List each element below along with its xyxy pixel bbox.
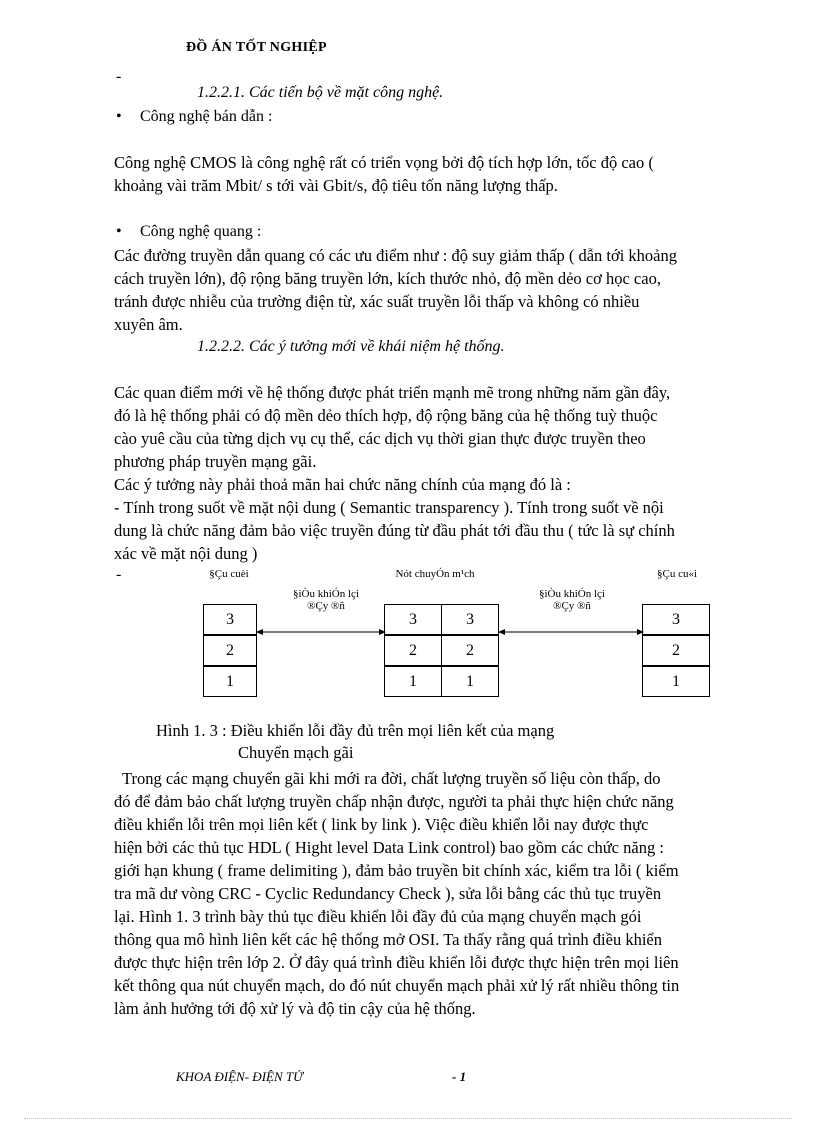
- paragraph-optical: [114, 244, 757, 336]
- node-a-layer-1: 1: [384, 666, 442, 697]
- right-layer-1: 1: [642, 666, 710, 697]
- text-line: đó là hệ thống phải có độ mền dẻo thích hợp, độ rộng băng của hệ thống tuỳ thuộc: [114, 406, 658, 425]
- text-line: lại. Hình 1. 3 trình bày thủ tục điều khiển lỗi đầy đủ của mạng chuyển mạch gói: [114, 907, 642, 926]
- right-layer-2: 2: [642, 635, 710, 666]
- section-heading-2: 1.2.2.2. Các ý tưởng mới về khái niệm hệ thống.: [197, 338, 505, 355]
- text-line: khoảng vài trăm Mbit/ s tới vài Gbit/s, độ tiêu tốn năng lượng thấp.: [114, 176, 558, 195]
- bullet-label: Công nghệ quang :: [140, 223, 262, 240]
- bullet-icon: •: [116, 108, 122, 125]
- paragraph-cmos: [114, 151, 757, 197]
- link-label-line: §iÒu khiÓn lçi: [293, 588, 359, 600]
- footer-department: KHOA ĐIỆN- ĐIỆN TỬ: [176, 1069, 303, 1084]
- section-heading-1: 1.2.2.1. Các tiến bộ về mặt công nghệ.: [197, 84, 444, 101]
- bullet-icon: •: [116, 223, 122, 240]
- text-line: xác về mặt nội dung ): [114, 544, 258, 563]
- text-line: tránh được nhiễu của trường điện từ, xác suất truyền lỗi thấp và không có nhiều: [114, 292, 640, 311]
- paragraph-error-control: [114, 767, 757, 1020]
- node-b-layer-3: 3: [441, 604, 499, 635]
- bullet-label: Công nghệ bán dẫn :: [140, 108, 273, 125]
- footer-divider: [24, 1118, 792, 1119]
- figure-caption-line-2: Chuyển mạch gãi: [238, 743, 354, 762]
- diagram-right-link-label: [522, 588, 622, 612]
- text-line: Các ý tưởng này phải thoả mãn hai chức năng chính của mạng đó là :: [114, 475, 571, 494]
- node-b-layer-1: 1: [441, 666, 499, 697]
- dash-marker: -: [116, 68, 122, 85]
- text-line: Các quan điểm mới về hệ thống được phát triển mạnh mẽ trong những năm gần đây,: [114, 383, 671, 402]
- node-a-layer-2: 2: [384, 635, 442, 666]
- text-line: kết thông qua nút chuyển mạch, do đó nút chuyển mạch phải xử lý rất nhiều thông tin: [114, 976, 680, 995]
- page-header: ĐỒ ÁN TỐT NGHIỆP: [186, 40, 327, 55]
- figure-caption-line-1: Hình 1. 3 : Điều khiển lỗi đầy đủ trên mọi liên kết của mạng: [156, 721, 555, 740]
- text-line: dung là chức năng đảm bảo việc truyền đúng từ đầu phát tới đầu thu ( tức là sự chính: [114, 521, 675, 540]
- text-line: cách truyền lớn), độ rộng băng truyền lớn, kích thước nhỏ, độ mền dẻo cơ học cao,: [114, 269, 661, 288]
- link-label-line: §iÒu khiÓn lçi: [539, 588, 605, 600]
- footer-page-number: - 1: [452, 1069, 467, 1084]
- left-layer-2: 2: [203, 635, 257, 666]
- bullet-item-semiconductor: [116, 108, 272, 126]
- node-b-layer-2: 2: [441, 635, 499, 666]
- text-line: thông qua mô hình liên kết các hệ thống mở OSI. Ta thấy rằng quá trình điều khiển: [114, 930, 662, 949]
- text-line: tra mã dư vòng CRC - Cyclic Redundancy Check ), sửa lỗi bằng các thủ tục truyền: [114, 884, 662, 903]
- right-layer-3: 3: [642, 604, 710, 635]
- paragraph-system-concepts: [114, 381, 757, 565]
- link-label-line: ®Çy ®ñ: [553, 600, 591, 612]
- diagram-left-title: §Çu cuèi: [209, 568, 249, 580]
- text-line: điều khiển lỗi trên mọi liên kết ( link by link ). Việc điều khiển lỗi nay được thực: [114, 815, 649, 834]
- link-label-line: ®Çy ®ñ: [307, 600, 345, 612]
- text-line: Trong các mạng chuyển gãi khi mới ra đời, chất lượng truyền số liệu còn thấp, do: [114, 769, 661, 788]
- left-layer-1: 1: [203, 666, 257, 697]
- text-line: được thực hiện trên lớp 2. Ở đây quá trình điều khiển lỗi được thực hiện trên mọi liên: [114, 953, 679, 972]
- text-line: phương pháp truyền mạng gãi.: [114, 452, 317, 471]
- left-layer-3: 3: [203, 604, 257, 635]
- left-link-arrow: [256, 624, 386, 640]
- text-line: hiện bởi các thủ tục HDL ( Hight level Data Link control) bao gồm các chức năng :: [114, 838, 664, 857]
- text-line: - Tính trong suốt về mặt nội dung ( Semantic transparency ). Tính trong suốt về nội: [114, 498, 664, 517]
- text-line: giới hạn khung ( frame delimiting ), đảm bảo truyền bit chính xác, kiểm tra lỗi ( kiểm: [114, 861, 679, 880]
- right-link-arrow: [498, 624, 644, 640]
- dash-marker: -: [116, 566, 122, 583]
- text-line: cào yuê cầu của từng dịch vụ cụ thể, các dịch vụ thời gian thực được truyền theo: [114, 429, 646, 448]
- bullet-item-optical: [116, 223, 261, 241]
- text-line: xuyên âm.: [114, 315, 183, 334]
- diagram-left-link-label: [276, 588, 376, 612]
- diagram-middle-title: Nót chuyÓn m¹ch: [395, 568, 475, 580]
- diagram-right-title: §Çu cu«i: [656, 568, 698, 580]
- text-line: đó để đảm bảo chất lượng truyền chấp nhận được, người ta phải thực hiện chức năng: [114, 792, 674, 811]
- node-a-layer-3: 3: [384, 604, 442, 635]
- text-line: Các đường truyền dẫn quang có các ưu điểm như : độ suy giảm thấp ( dẫn tới khoảng: [114, 246, 677, 265]
- text-line: Công nghệ CMOS là công nghệ rất có triển vọng bởi độ tích hợp lớn, tốc độ cao (: [114, 153, 654, 172]
- text-line: làm ảnh hưởng tới độ xử lý và độ tin cậy của hệ thống.: [114, 999, 476, 1018]
